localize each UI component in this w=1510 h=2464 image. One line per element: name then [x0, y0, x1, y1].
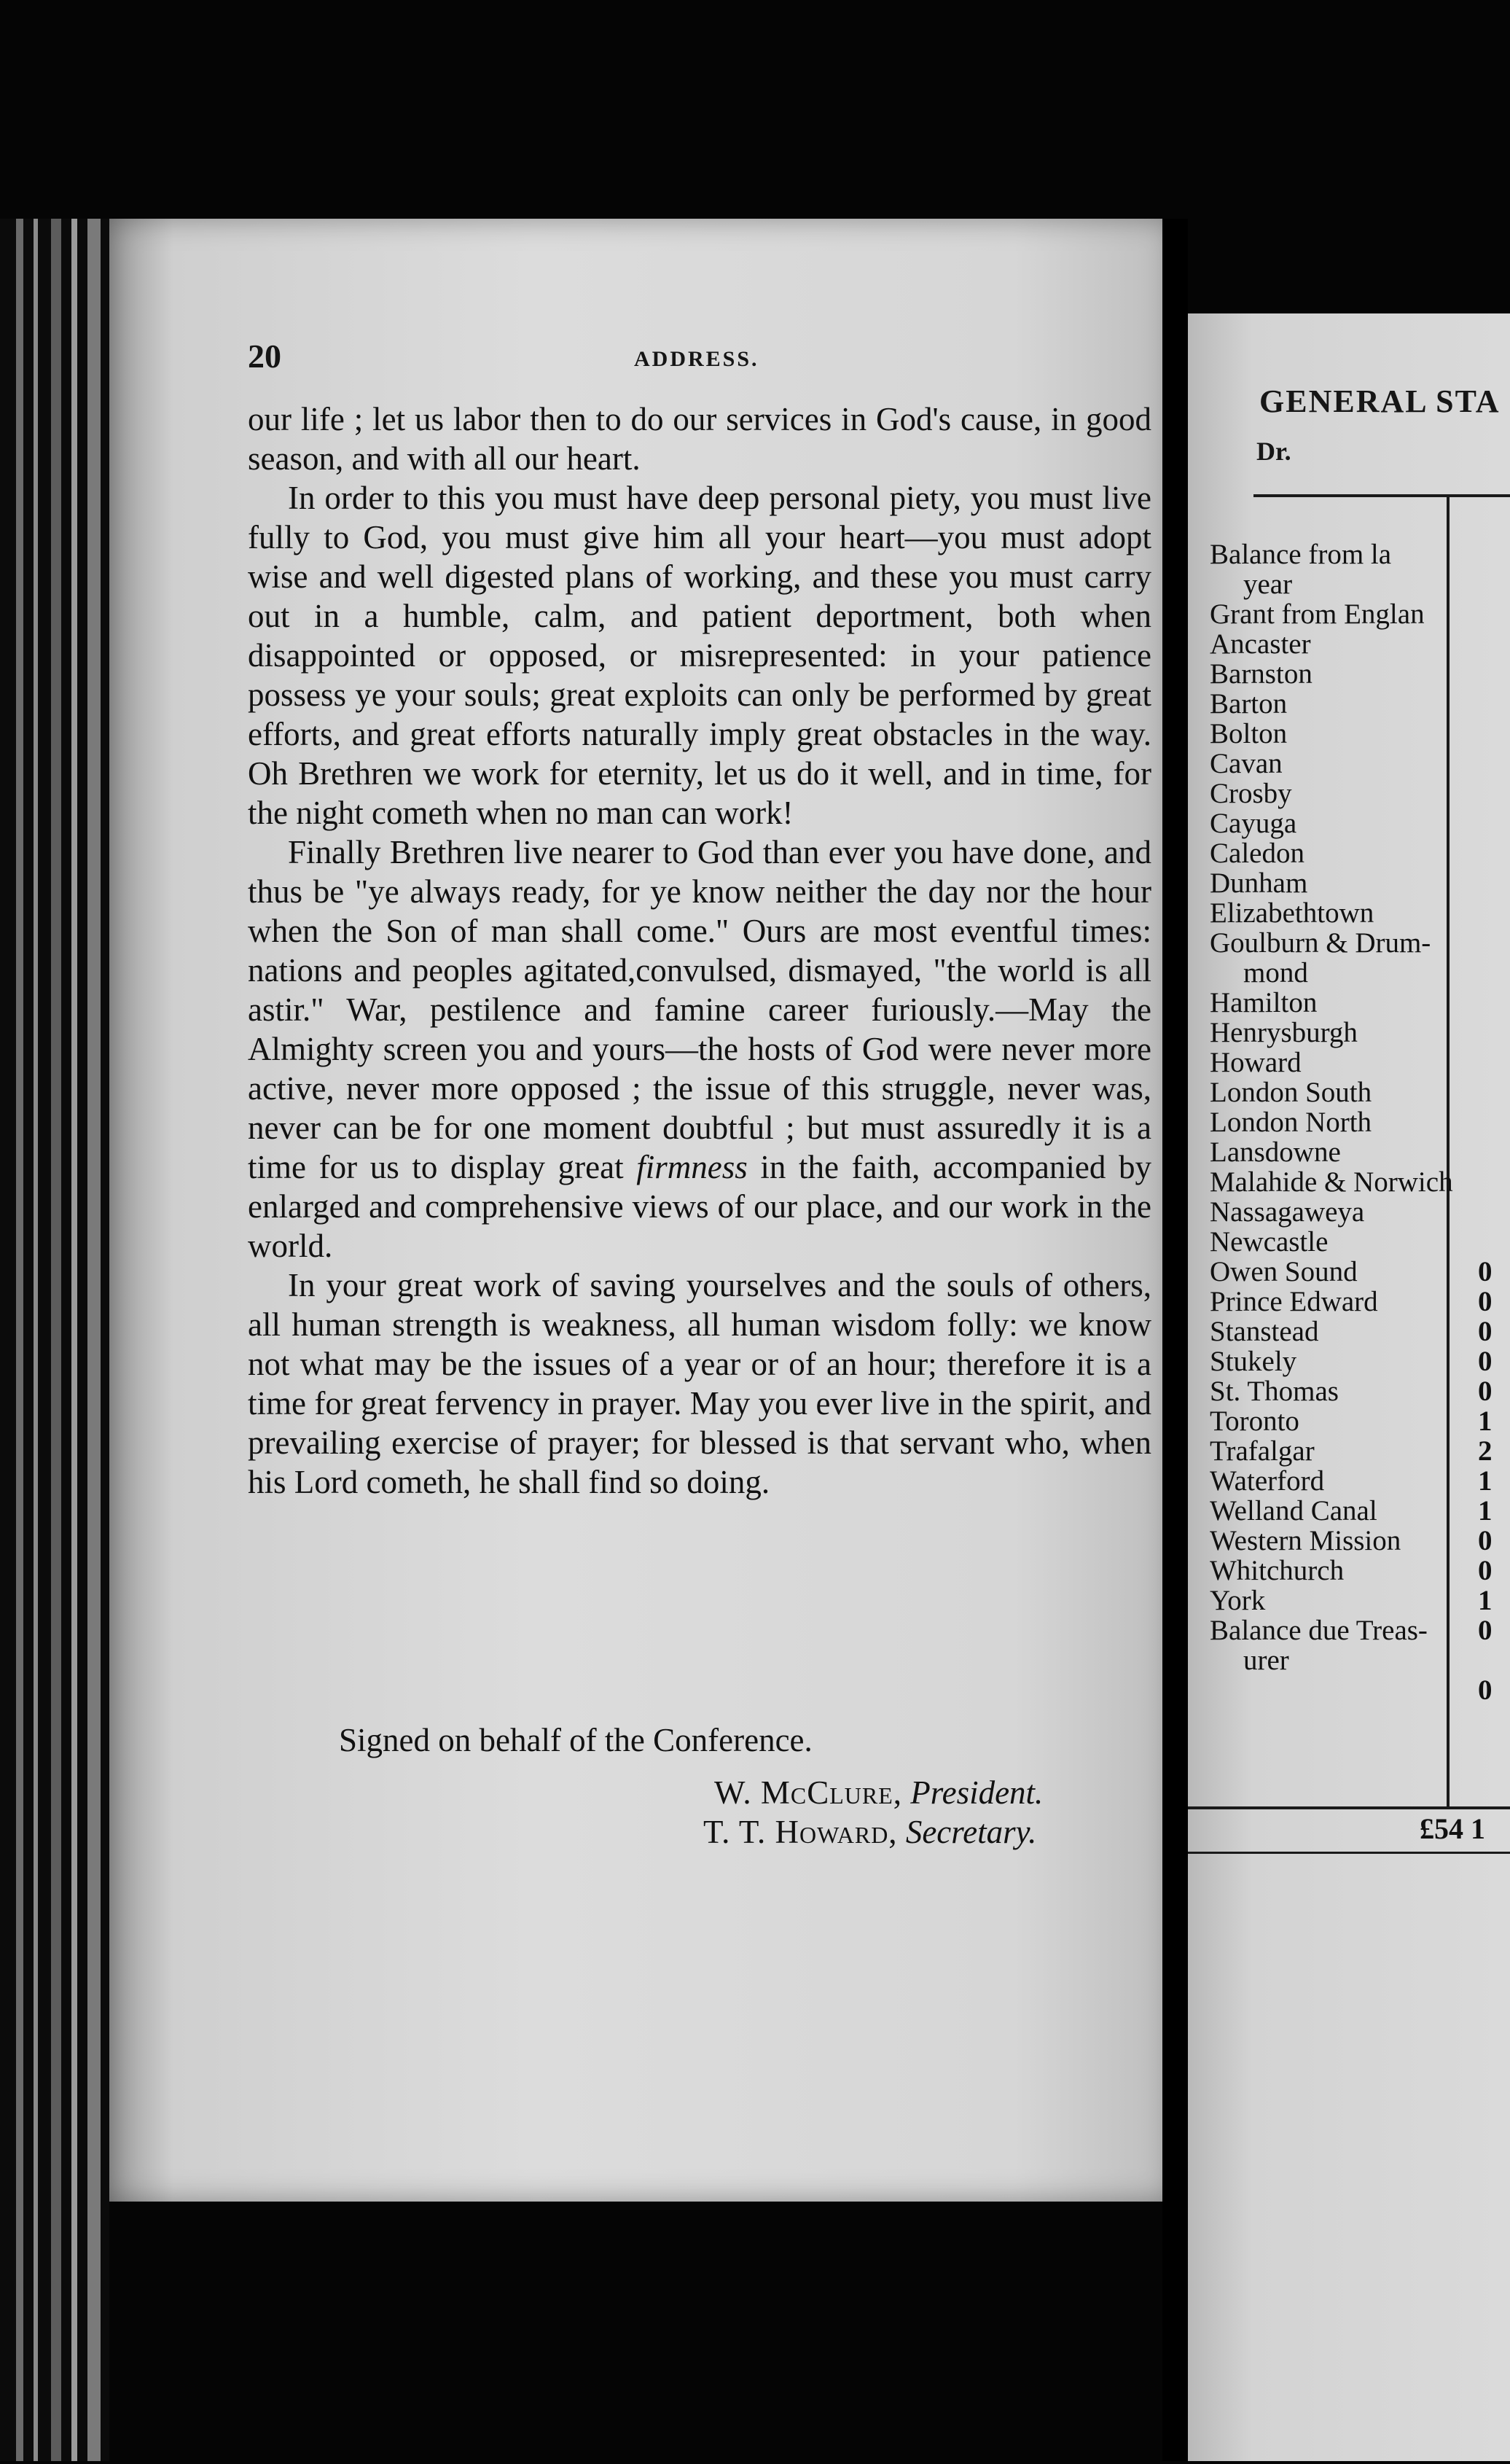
emphasis-firmness: firmness: [636, 1149, 748, 1185]
address-text: [248, 399, 1151, 1502]
page-gutter: [1162, 219, 1188, 2461]
ledger-amount: [1478, 1048, 1510, 1077]
ledger-item: Cavan: [1210, 748, 1283, 779]
ledger-item: St. Thomas: [1210, 1376, 1339, 1407]
page-header: [248, 337, 1166, 381]
ledger-amount: 0: [1478, 1316, 1493, 1347]
ledger-amount: [1478, 659, 1510, 689]
ledger-item: Newcastle: [1210, 1226, 1329, 1258]
ledger-amount: [1478, 1107, 1510, 1137]
ledger-amount: 0: [1478, 1525, 1493, 1556]
ledger-amount: 0: [1478, 1256, 1493, 1287]
ledger-amount: 0: [1478, 1376, 1493, 1407]
ledger-total: £54 1: [1420, 1812, 1485, 1845]
ledger-amount: [1478, 749, 1510, 779]
ledger-amount: [1478, 1018, 1510, 1048]
page-number: 20: [248, 338, 281, 375]
ledger-item: Western Mission: [1210, 1525, 1401, 1556]
ledger-amount: [1478, 719, 1510, 749]
ledger-item: Henrysburgh: [1210, 1017, 1358, 1048]
ledger-item: Howard: [1210, 1047, 1302, 1078]
ledger-item: Stanstead: [1210, 1316, 1319, 1347]
ledger-item: Balance from la: [1210, 539, 1392, 570]
ledger-total-rule: [1188, 1852, 1510, 1854]
ledger-item: Grant from Englan: [1210, 599, 1425, 630]
ledger-item: Welland Canal: [1210, 1495, 1377, 1527]
signatory-president: [714, 1773, 1043, 1812]
running-head: ADDRESS.: [634, 347, 759, 371]
ledger-item: Elizabethtown: [1210, 897, 1374, 929]
ledger-item: year: [1243, 569, 1293, 600]
secretary-name: T. T. Howard,: [703, 1814, 898, 1850]
ledger-amount: 1: [1478, 1495, 1493, 1527]
paragraph-finally: Finally Brethren live nearer to God than ever you have done, and thus be "ye always ready, for ye know neither the day nor the hour when the Son of man shall come." Ours are most eventful times: nations and peoples agitated,convulsed, dismayed, "the world is all astir." War, pestilence and famine career furiously.—May the Almighty screen you and yours—the hosts of God were never more active, never more opposed ; the issue of this struggle, never was, never can be for one moment doubtful ; but must assuredly it is a time for us to display great firmness in the faith, accompanied by enlarged and comprehensive views of our place, and our work in the world.: [248, 834, 1152, 1264]
ledger-item: Prince Edward: [1210, 1286, 1378, 1317]
president-name: W. McClure,: [714, 1774, 903, 1811]
ledger-item: Waterford: [1210, 1465, 1325, 1497]
ledger-item: urer: [1243, 1645, 1289, 1676]
ledger-amount: 2: [1478, 1435, 1493, 1467]
ledger-amount: [1478, 808, 1510, 838]
ledger-amount: [1478, 868, 1510, 898]
ledger-item: Bolton: [1210, 718, 1288, 749]
ledger-item: Malahide & Norwich: [1210, 1166, 1453, 1198]
president-title: President.: [910, 1774, 1044, 1811]
paragraph-continued: our life ; let us labor then to do our services in God's cause, in good season, and with all our heart.: [248, 401, 1151, 477]
ledger-item: London North: [1210, 1107, 1372, 1138]
ledger-item: Cayuga: [1210, 808, 1297, 839]
ledger-amount: [1478, 1167, 1510, 1197]
ledger-bottom-rule: [1188, 1806, 1510, 1809]
ledger-amount-column: [1478, 539, 1510, 1705]
ledger-amount: 0: [1478, 1286, 1493, 1317]
secretary-title: Secretary.: [905, 1814, 1037, 1850]
ledger-amount: 0: [1478, 1615, 1493, 1646]
ledger-title: GENERAL STA: [1259, 383, 1501, 419]
ledger-item: Stukely: [1210, 1346, 1297, 1377]
ledger-item: London South: [1210, 1077, 1372, 1108]
ledger-item: Barnston: [1210, 658, 1313, 690]
ledger-amount: 1: [1478, 1465, 1493, 1497]
ledger-amount: 1: [1478, 1406, 1493, 1437]
ledger-item: Caledon: [1210, 838, 1304, 869]
ledger-amount: 0: [1478, 1555, 1493, 1586]
ledger-item: mond: [1243, 957, 1308, 989]
ledger-item: Nassagaweya: [1210, 1196, 1365, 1228]
signed-line: Signed on behalf of the Conference.: [339, 1722, 813, 1758]
signatory-secretary: [703, 1812, 1036, 1852]
ledger-amount: [1478, 1645, 1510, 1675]
ledger-item: Balance due Treas-: [1210, 1615, 1428, 1646]
ledger-amount: [1478, 898, 1510, 928]
ledger-amount: [1478, 689, 1510, 719]
ledger-amount: [1478, 569, 1510, 599]
ledger-amount: [1478, 1137, 1510, 1167]
ledger-item: Toronto: [1210, 1406, 1299, 1437]
ledger-item: Whitchurch: [1210, 1555, 1345, 1586]
ledger-amount: 0: [1478, 1674, 1493, 1706]
paragraph-prayer: In your great work of saving yourselves and the souls of others, all human strength is weakness, all human wisdom folly: we know not what may be the issues of a year or of an hour; therefore it is a time for great fervency in prayer. May you ever live in the spirit, and prevailing exercise of prayer; for blessed is that servant who, when his Lord cometh, he shall find so doing.: [248, 1267, 1151, 1500]
book-spine-edge: [0, 219, 109, 2461]
ledger-item-list: [1210, 539, 1453, 1676]
ledger-amount: [1478, 958, 1510, 988]
ledger-item: York: [1210, 1585, 1266, 1616]
ledger-amount: [1478, 1227, 1510, 1257]
ledger-item: Dunham: [1210, 868, 1308, 899]
ledger-item: Owen Sound: [1210, 1256, 1358, 1287]
ledger-item: Goulburn & Drum-: [1210, 927, 1431, 959]
ledger-amount: [1478, 1197, 1510, 1227]
ledger-amount: 1: [1478, 1585, 1493, 1616]
ledger-item: Hamilton: [1210, 987, 1318, 1018]
ledger-amount: 0: [1478, 1346, 1493, 1377]
ledger-item: Trafalgar: [1210, 1435, 1315, 1467]
ledger-item: Lansdowne: [1210, 1137, 1341, 1168]
ledger-item: Barton: [1210, 688, 1288, 720]
ledger-amount: [1478, 838, 1510, 868]
paragraph-piety: In order to this you must have deep personal piety, you must live fully to God, you must give him all your heart—you must adopt wise and well digested plans of working, and these you must carry out in a humble, calm, and patient deportment, both when disappointed or opposed, or misrepresented: in your patience possess ye your souls; great exploits can only be performed by great efforts, and great efforts naturally imply great obstacles in the way. Oh Brethren we work for eternity, let us do it well, and in time, for the night cometh when no man can work!: [248, 480, 1151, 831]
ledger-item: Crosby: [1210, 778, 1292, 809]
ledger-amount: [1478, 599, 1510, 629]
ledger-dr-label: Dr.: [1256, 437, 1291, 466]
ledger-amount: [1478, 779, 1510, 808]
ledger-amount: [1478, 988, 1510, 1018]
ledger-amount: [1478, 629, 1510, 659]
ledger-top-rule: [1253, 494, 1510, 497]
ledger-amount: [1478, 539, 1510, 569]
ledger-amount: [1478, 1077, 1510, 1107]
ledger-amount: [1478, 928, 1510, 958]
ledger-item: Ancaster: [1210, 628, 1311, 660]
